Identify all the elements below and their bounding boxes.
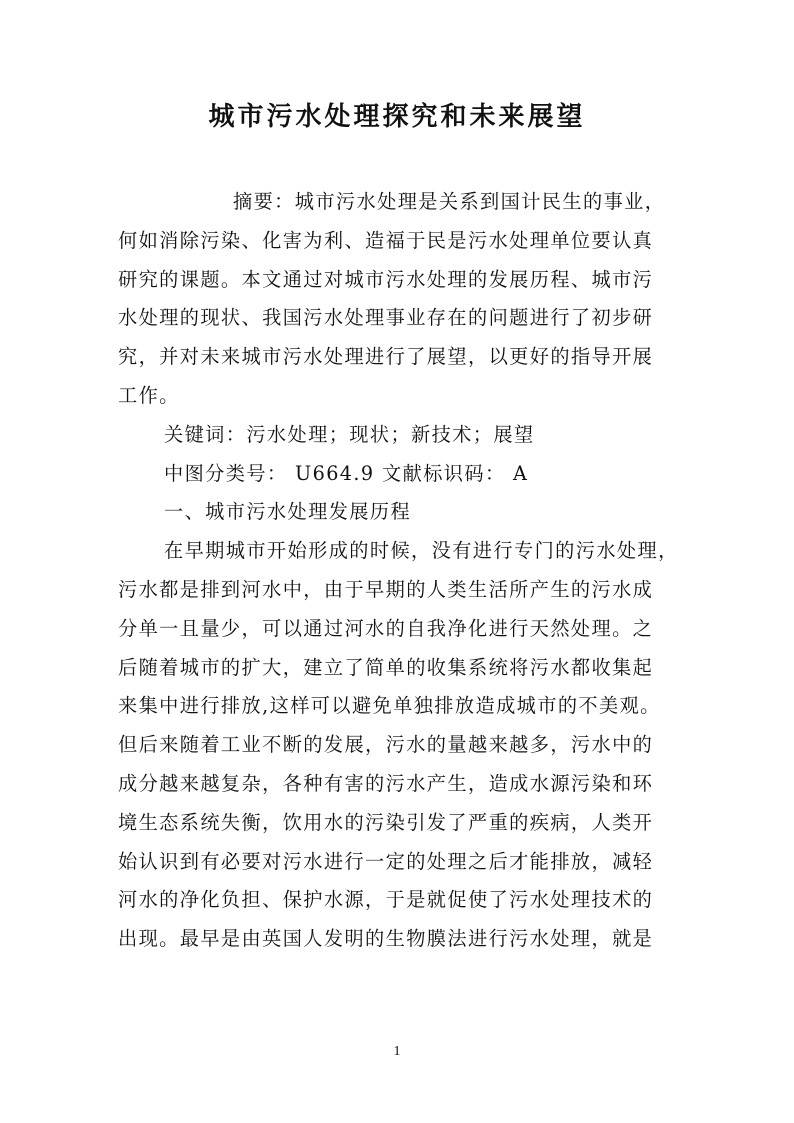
paragraph-line: 后随着城市的扩大，建立了简单的收集系统将污水都收集起 xyxy=(118,655,654,679)
document-title: 城市污水处理探究和未来展望 xyxy=(208,102,586,132)
abstract-line: 摘要：城市污水处理是关系到国计民生的事业， xyxy=(233,190,666,213)
page-number: 1 xyxy=(393,1044,401,1059)
paragraph-line: 河水的净化负担、保护水源，于是就促使了污水处理技术的 xyxy=(118,888,654,912)
paragraph-line: 始认识到有必要对污水进行一定的处理之后才能排放，减轻 xyxy=(118,849,654,873)
paragraph-line: 但后来随着工业不断的发展，污水的量越来越多，污水中的 xyxy=(118,733,654,757)
paragraph-line: 境生态系统失衡，饮用水的污染引发了严重的疾病，人类开 xyxy=(118,810,654,834)
document-body xyxy=(118,183,678,959)
paragraph-line: 成分越来越复杂，各种有害的污水产生，造成水源污染和环 xyxy=(118,771,654,795)
paragraph-line: 分单一且量少，可以通过河水的自我净化进行天然处理。之 xyxy=(118,616,654,640)
section-heading: 一、城市污水处理发展历程 xyxy=(164,500,412,524)
paragraph-line: 出现。最早是由英国人发明的生物膜法进行污水处理，就是 xyxy=(118,927,654,951)
paragraph-line: 在早期城市开始形成的时候，没有进行专门的污水处理， xyxy=(164,539,679,563)
abstract-line: 究，并对未来城市污水处理进行了展望，以更好的指导开展 xyxy=(118,345,654,369)
abstract-line: 何如消除污染、化害为利、造福于民是污水处理单位要认真 xyxy=(118,228,654,252)
paragraph-line: 来集中进行排放,这样可以避免单独排放造成城市的不美观。 xyxy=(118,694,661,718)
keywords-line: 关键词：污水处理；现状；新技术；展望 xyxy=(164,422,535,446)
classification-line: 中图分类号： U664.9 文献标识码： A xyxy=(164,461,529,485)
abstract-line: 研究的课题。本文通过对城市污水处理的发展历程、城市污 xyxy=(118,267,654,291)
paragraph-line: 污水都是排到河水中，由于早期的人类生活所产生的污水成 xyxy=(118,577,654,601)
abstract-line: 水处理的现状、我国污水处理事业存在的问题进行了初步研 xyxy=(118,306,654,330)
abstract-line: 工作。 xyxy=(118,383,180,407)
